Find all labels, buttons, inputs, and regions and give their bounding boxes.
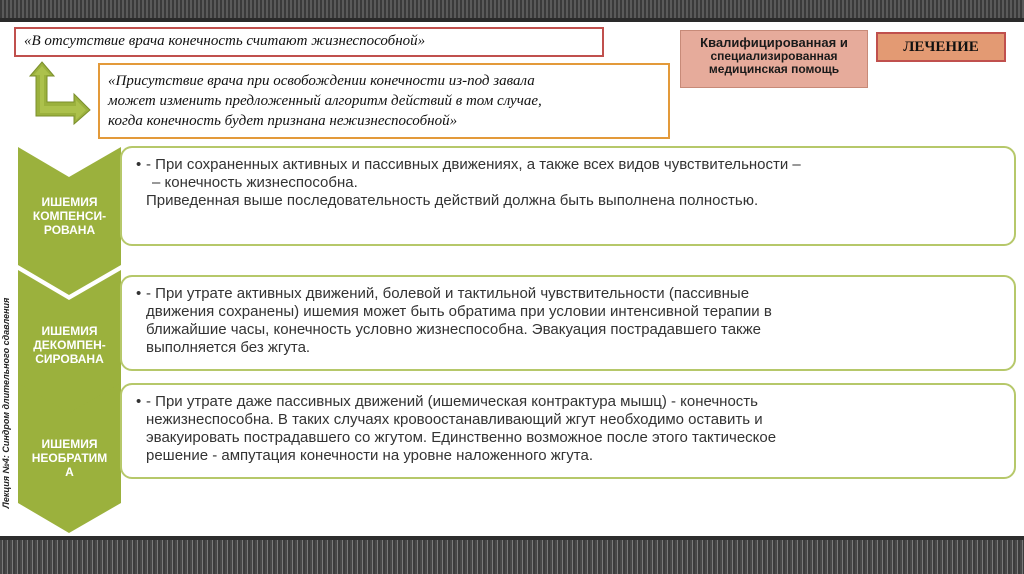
- card-line: Приведенная выше последовательность действий должна быть выполнена полностью.: [146, 192, 759, 209]
- card-line: выполняется без жгута.: [146, 339, 311, 356]
- stage-label-line: А: [65, 465, 74, 479]
- top-border-line: [0, 18, 1024, 22]
- top-border: [0, 0, 1024, 18]
- card-line: движения сохранены) ишемия может быть обратима при условии интенсивной терапии в: [146, 303, 772, 320]
- card-line: нежизнеспособна. В таких случаях кровоостанавливающий жгут необходимо оставить и: [146, 411, 763, 428]
- quote-present-line: «Присутствие врача при освобождении конечности из-под завала: [108, 73, 535, 89]
- qualified-care-line: медицинская помощь: [708, 62, 840, 76]
- quote-absent-doctor: «В отсутствие врача конечность считают жизнеспособной»: [14, 27, 604, 57]
- qualified-care-line: Квалифицированная и: [700, 35, 848, 50]
- card-line: ближайшие часы, конечность условно жизнеспособна. Эвакуация пострадавшего также: [146, 321, 761, 338]
- stage-label-line: ИШЕМИЯ: [41, 324, 98, 338]
- quote-present-line: может изменить предложенный алгоритм действий в том случае,: [108, 93, 542, 109]
- card-line: • - При утрате активных движений, болевой и тактильной чувствительности (пассивные: [136, 285, 750, 302]
- stage-card-decompensated: [120, 275, 1016, 371]
- lecture-side-label: Лекция №4: Синдром длительного сдавления: [1, 297, 11, 509]
- stage-label: [18, 324, 121, 366]
- quote-present-doctor: [98, 63, 670, 139]
- card-line: решение - ампутация конечности на уровне наложенного жгута.: [146, 447, 593, 464]
- bottom-border: [0, 536, 1024, 574]
- stage-chevron-irreversible: [18, 383, 121, 533]
- stage-label-line: РОВАНА: [43, 223, 96, 237]
- card-line: • - При утрате даже пассивных движений (ишемическая контрактура мышц) - конечность: [136, 393, 758, 410]
- stage-card-compensated: [120, 146, 1016, 246]
- treatment-box: ЛЕЧЕНИЕ: [876, 32, 1006, 62]
- stage-label-line: КОМПЕНСИ-: [32, 209, 107, 223]
- stage-label-line: ДЕКОМПЕН-: [33, 338, 106, 352]
- return-arrow-icon: [28, 60, 92, 126]
- qualified-care-box: [680, 30, 868, 88]
- stage-label-line: НЕОБРАТИМ: [31, 451, 108, 465]
- stage-label-line: СИРОВАНА: [35, 352, 104, 366]
- quote-present-line: когда конечность будет признана нежизнеспособной»: [108, 113, 458, 129]
- qualified-care-line: специализированная: [710, 49, 838, 63]
- stage-card-irreversible: [120, 383, 1016, 479]
- card-line: эвакуировать пострадавшего со жгутом. Единственно возможное после этого тактическое: [146, 429, 777, 446]
- stage-label-line: ИШЕМИЯ: [41, 195, 98, 209]
- stage-label-line: ИШЕМИЯ: [41, 437, 98, 451]
- stage-label: [18, 195, 121, 237]
- card-line: • - При сохраненных активных и пассивных движениях, а также всех видов чувствительности –: [136, 156, 801, 173]
- card-line: – конечность жизнеспособна.: [152, 174, 358, 191]
- stage-label: [18, 437, 121, 479]
